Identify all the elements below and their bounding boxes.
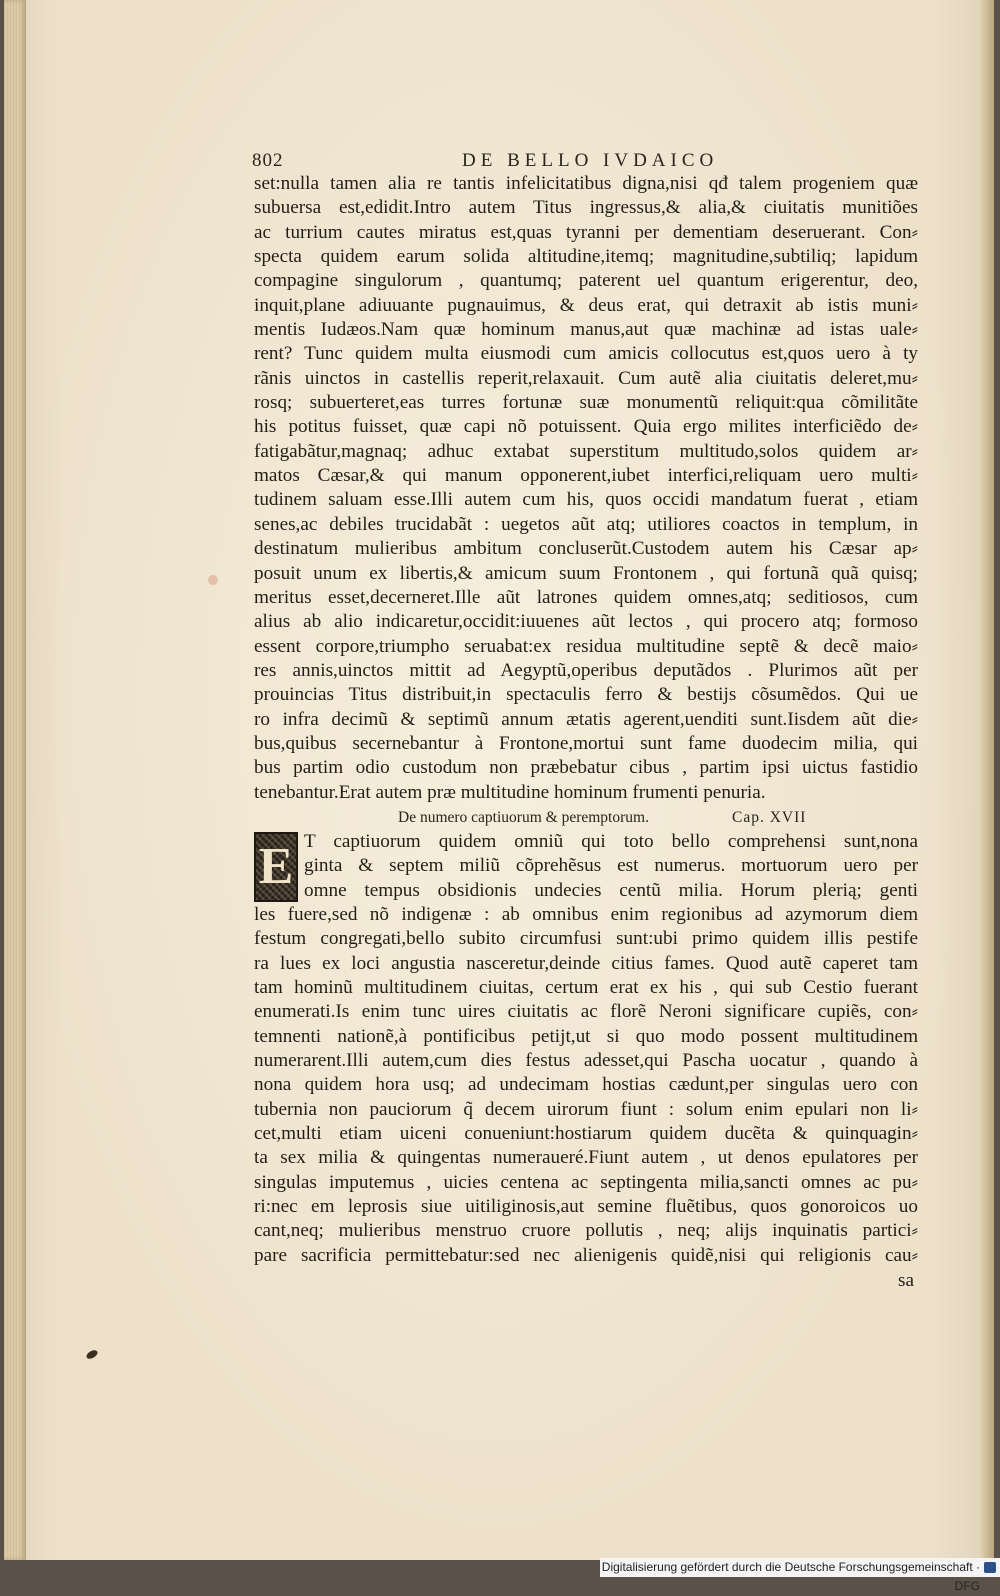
text-line: subuersa est,edidit.Intro autem Titus ingressus,& alia,& ciuitatis munitiões — [254, 197, 918, 219]
text-line: essent corpore,triumpho seruabat:ex residua multitudine septẽ & decẽ maio⸗ — [254, 635, 918, 657]
chapter-heading — [254, 805, 918, 830]
text-line: tubernia non pauciorum q̃ decem uirorum fiunt : solum enim epulari non li⸗ — [254, 1098, 918, 1120]
text-line: res annis,uinctos mittit ad Aegyptũ,operibus deputãdos . Plurimos aũt per — [254, 659, 918, 681]
text-line: set:nulla tamen alia re tantis infelicitatibus digna,nisi qđ talem progeniem quæ — [254, 173, 918, 194]
dfg-logo-icon — [984, 1562, 996, 1573]
text-line: ginta & septem miliũ cõprehẽsus est numerus. mortuorum uero per — [304, 855, 918, 877]
initial-letter: E — [258, 837, 294, 895]
text-line: les fuere,sed nõ indigenæ : ab omnibus enim regionibus ad azymorum diem — [254, 903, 918, 925]
chapter-number: Cap. XVII — [732, 808, 807, 826]
running-head: DE BELLO IVDAICO — [462, 150, 719, 171]
text-line: rosq; subuerteret,eas turres fortunæ suæ monumentũ reliquit:qua cõmilitãte — [254, 392, 918, 414]
paragraph-2 — [254, 830, 918, 1268]
text-line: his potitus fuisset, quæ capi nõ potuissent. Quia ergo milites interficiẽdo de⸗ — [254, 416, 918, 438]
text-line: ac turrium cautes miratus est,quas tyranni per dementiam deseruerant. Con⸗ — [254, 221, 918, 243]
footer-credit — [600, 1558, 1000, 1593]
paragraph-1 — [254, 172, 918, 805]
text-line: ro infra decimũ & septimũ annum ætatis agerent,uenditi sunt.Iisdem aũt die⸗ — [254, 708, 918, 730]
text-line: ta sex milia & quingentas numeraueré.Fiunt autem , ut denos epulatores per — [254, 1147, 918, 1169]
text-line: destinatum mulieribus ambitum concluserũt.Custodem autem his Cæsar ap⸗ — [254, 538, 918, 560]
book-page-edges — [4, 0, 26, 1560]
text-line: numerarent.Illi autem,cum dies festus adesset,qui Pascha uocatur , quando à — [254, 1050, 918, 1072]
text-line: inquit,plane adiuuante pugnauimus, & deus erat, qui detraxit ab istis muni⸗ — [254, 294, 918, 316]
paper-stain — [208, 575, 218, 585]
text-line: cant,neq; mulieribus menstruo cruore pollutis , neq; alijs inquinatis partici⸗ — [254, 1220, 918, 1242]
book-gutter — [980, 0, 994, 1560]
text-line: compagine singulorum , quantumq; paterent uel quantum erigerentur, deo, — [254, 270, 918, 292]
text-line: senes,ac debiles trucidabãt : uegetos aũt atq; utiliores coactos in templum, in — [254, 513, 918, 535]
text-line: matos Cæsar,& qui manum opponerent,iubet interfici,reliquam uero multi⸗ — [254, 465, 918, 487]
folio-number: 802 — [252, 150, 284, 171]
text-line: nona quidem hora usq; ad undecimam hostias cædunt,per singulas uero con — [254, 1074, 918, 1096]
text-line: omne tempus obsidionis undecies centũ milia. Horum plerią; genti — [304, 879, 918, 901]
text-line: tenebantur.Erat autem præ multitudine hominum frumenti penuria. — [254, 781, 766, 803]
text-line: prouincias Titus distribuit,in spectaculis ferro & bestijs cõsumẽdos. Qui ue — [254, 684, 918, 706]
text-line: festum congregati,bello subito circumfusi sunt:ubi primo quidem illis pestife — [254, 928, 918, 950]
text-line: ri:nec em leprosis siue uitiliginosis,aut semine fluẽtibus, quos gonoroicos uo — [254, 1196, 918, 1218]
text-line: alius ab alio indicaretur,occidit:iuuenes aũt lectos , qui procero atq; formoso — [254, 611, 918, 633]
chapter-title: De numero captiuorum & peremptorum. — [398, 808, 649, 826]
text-line: cet,multi etiam uiceni conueniunt:hostiarum quidem ducẽta & quinquagin⸗ — [254, 1123, 918, 1145]
footer-text: Digitalisierung gefördert durch die Deutsche Forschungsgemeinschaft · DFG — [601, 1560, 980, 1593]
text-line: bus,quibus secernebantur à Frontone,mortui sunt fame duodecim milia, qui — [254, 732, 918, 754]
text-line: posuit unum ex libertis,& amicum suum Frontonem , qui fortunã quã quisq; — [254, 562, 918, 584]
text-line: meritus esset,decerneret.Ille aũt latrones quidem omnes,atq; seditiosos, cum — [254, 586, 918, 608]
text-line: enumerati.Is enim tunc uires ciuitatis ac florẽ Neroni significare cupiẽs, con⸗ — [254, 1001, 918, 1023]
text-line: ra lues ex loci angustia nasceretur,deinde citius fames. Quod autẽ caperet tam — [254, 952, 918, 974]
text-line: tam hominũ multitudinem ciuitas, certum erat ex his , qui sub Cestio fuerant — [254, 977, 918, 998]
text-line: bus partim odio custodum non præbebatur cibus , partim ipsi uictus fastidio — [254, 757, 918, 779]
text-line: singulas imputemus , uicies centena ac septingenta milia,sancti omnes ac pu⸗ — [254, 1171, 918, 1193]
text-line: T captiuorum quidem omniũ qui toto bello comprehensi sunt,nona — [304, 830, 918, 852]
text-line: fatigabãtur,magnaq; adhuc extabat superstitum multitudo,solos quidem ar⸗ — [254, 440, 918, 462]
catchword: sa — [898, 1270, 914, 1292]
text-line: tudinem saluam esse.Illi autem cum his, quos occidi mandatum fuerat , etiam — [254, 489, 918, 511]
text-line: pare sacrificia permittebatur:sed nec alienigenis quidẽ,nisi qui religionis cau⸗ — [254, 1244, 918, 1266]
text-line: mentis Iudæos.Nam quæ hominum manus,aut quæ machinæ ad istas uale⸗ — [254, 319, 918, 341]
text-line: rãnis uinctos in castellis reperit,relaxauit. Cum autẽ alia ciuitatis deleret,mu⸗ — [254, 367, 918, 389]
text-block — [254, 172, 918, 1294]
decorated-initial — [254, 832, 298, 902]
text-line: temnenti nationẽ,à pontificibus petijt,ut si quo modo possent multitudinem — [254, 1025, 918, 1047]
text-line: specta quidem earum solida altitudine,itemq; magnitudine,subtiliq; lapidum — [254, 246, 918, 268]
text-line: rent? Tunc quidem multa eiusmodi cum amicis collocutus est,quos uero à ty — [254, 343, 918, 365]
